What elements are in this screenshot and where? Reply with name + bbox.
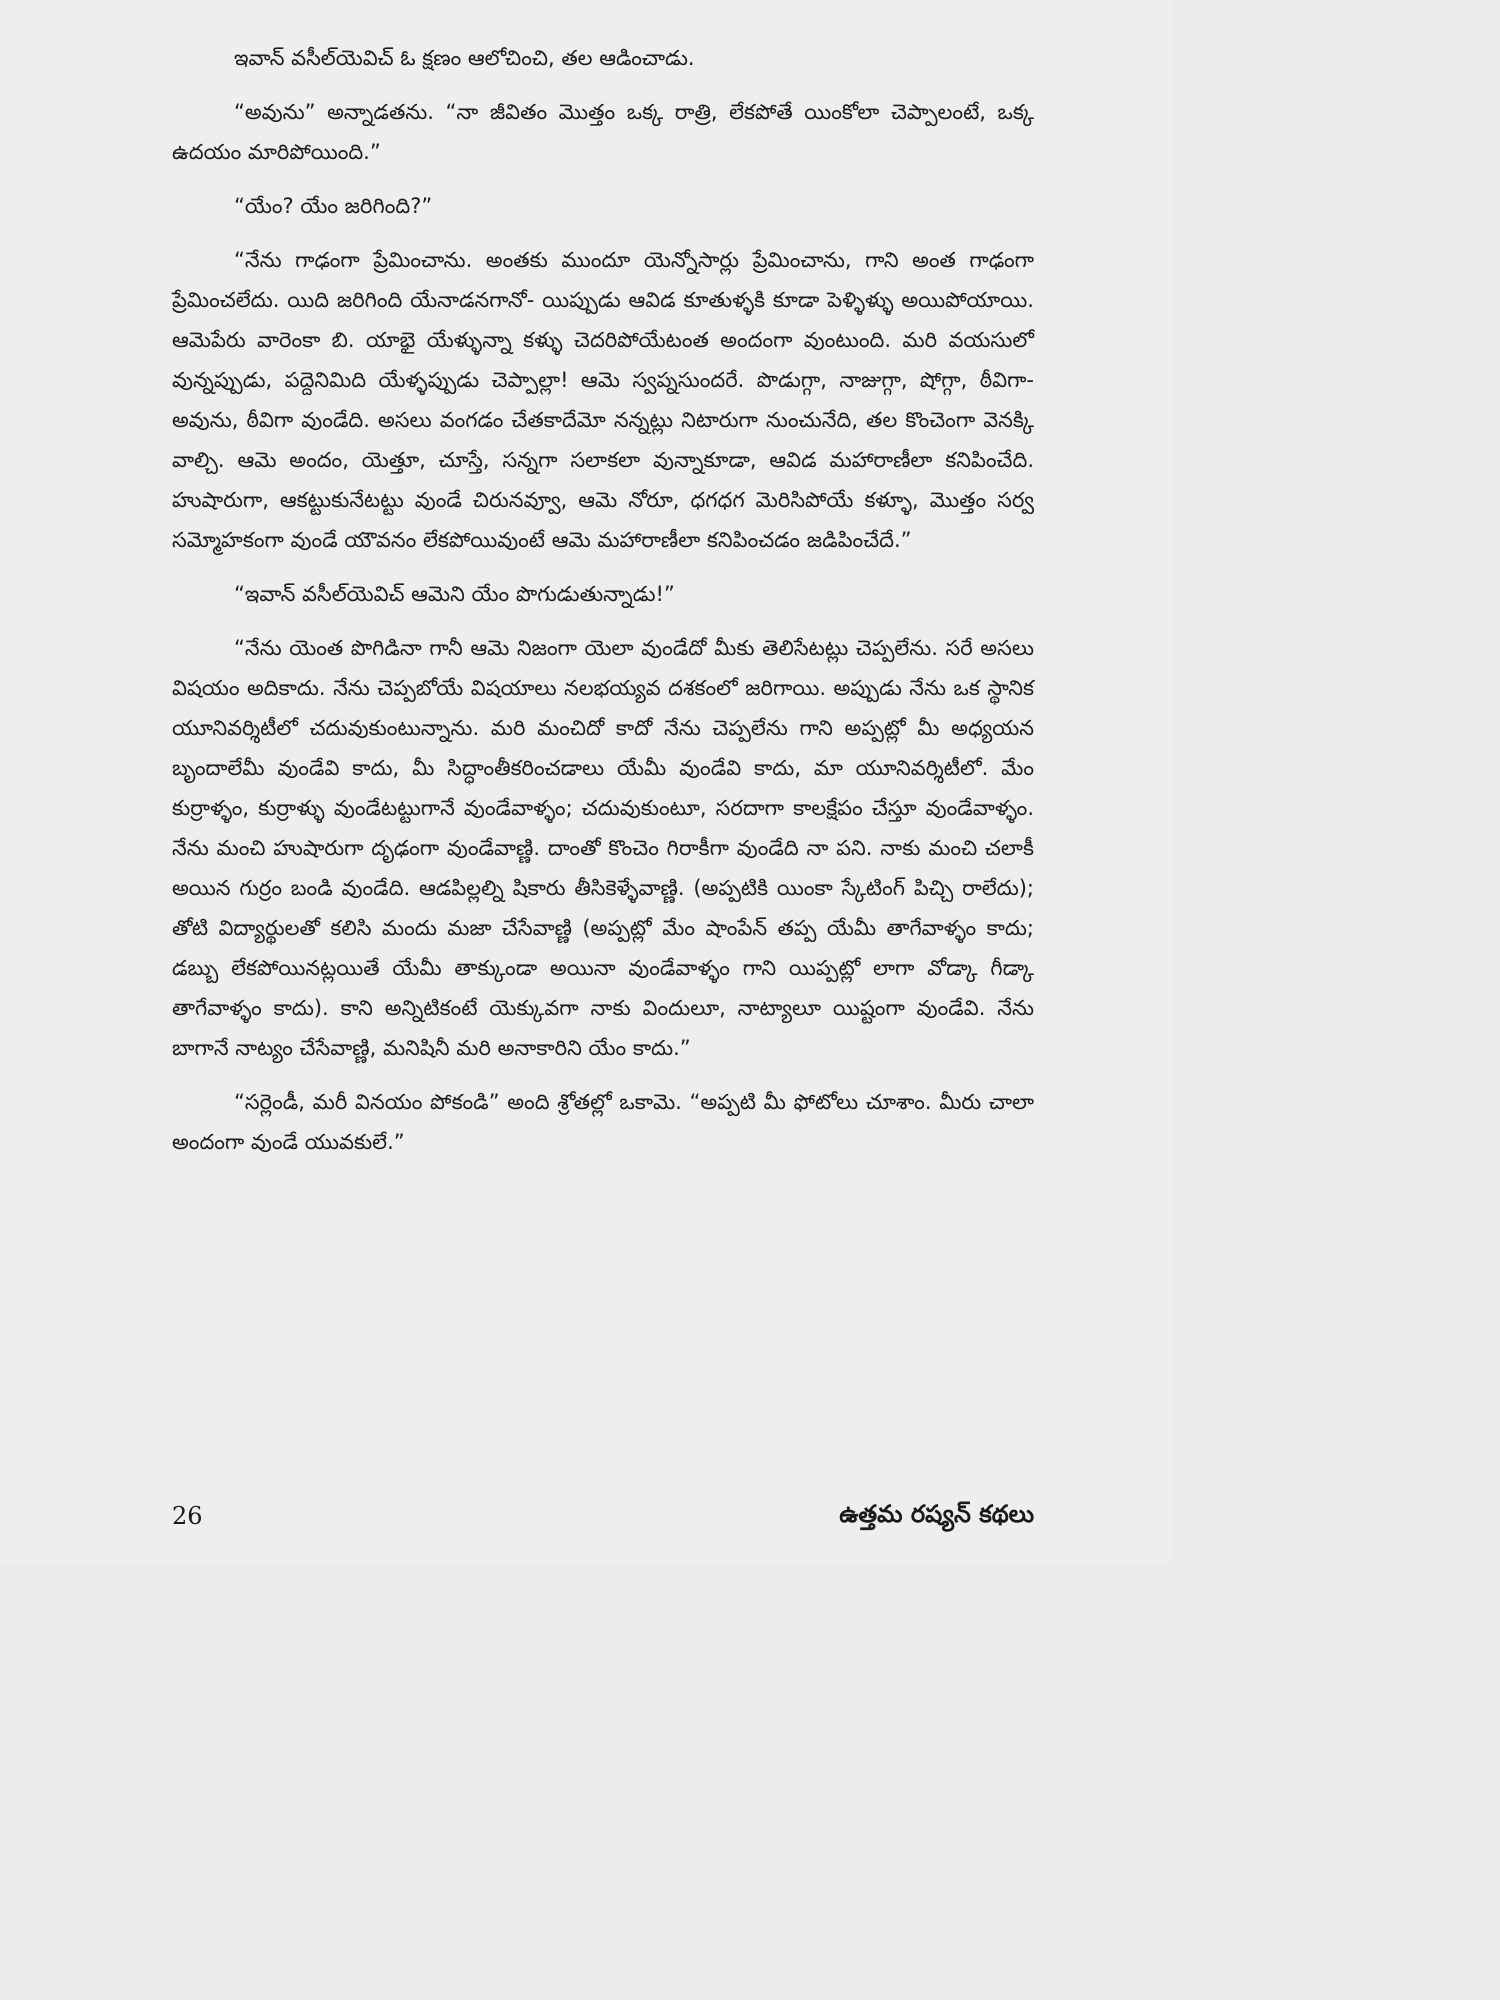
paragraph: “నేను యెంత పొగిడినా గానీ ఆమె నిజంగా యెలా వుండేదో మీకు తెలిసేటట్లు చెప్పలేను. సరే అసలు విషయం అదికాదు. నేను చెప్పబోయే విషయాలు నలభయ్యవ దశకంలో జరిగాయి. అప్పుడు నేను ఒక స్థానిక యూనివర్శిటీలో చదువుకుంటున్నాను. మరి మంచిదో కాదో నేను చెప్పలేను గాని అప్పట్లో మీ అధ్యయన బృందాలేమీ వుండేవి కాదు, మీ సిద్ధాంతీకరించడాలు యేమీ వుండేవి కాదు, మా యూనివర్శిటీలో. మేం కుర్రాళ్ళం, కుర్రాళ్ళు వుండేటట్టుగానే వుండేవాళ్ళం; చదువుకుంటూ, సరదాగా కాలక్షేపం చేస్తూ వుండేవాళ్ళం. నేను మంచి హుషారుగా దృఢంగా వుండేవాణ్ణి. దాంతో కొంచెం గిరాకీగా వుండేది నా పని. నాకు మంచి చలాకీ అయిన గుర్రం బండి వుండేది. ఆడపిల్లల్ని షికారు తీసికెళ్ళేవాణ్ణి. (అప్పటికి యింకా స్కేటింగ్ పిచ్చి రాలేదు); తోటి విద్యార్థులతో కలిసి మందు మజా చేసేవాణ్ణి (అప్పట్లో మేం షాంపేన్ తప్ప యేమీ తాగేవాళ్ళం కాదు; డబ్బు లేకపోయినట్లయితే యేమీ తాక్కుండా అయినా వుండేవాళ్ళం గాని యిప్పట్లో లాగా వోడ్కా గీడ్కా తాగేవాళ్ళం కాదు). కాని అన్నిటికంటే యెక్కువగా నాకు విందులూ, నాట్యాలూ యిష్టంగా వుండేవి. నేను బాగానే నాట్యం చేసేవాణ్ణి, మనిషినీ మరి అనాకారిని యేం కాదు.”	[172, 636, 1034, 1060]
body-text	[172, 38, 1034, 1162]
book-title: ఉత్తమ రష్యన్ కథలు	[839, 1500, 1034, 1528]
paragraph: ఇవాన్ వసీల్‌యెవిచ్ ఓ క్షణం ఆలోచించి, తల ఆడించాడు.	[234, 46, 695, 70]
page-number: 26	[172, 1502, 203, 1530]
page-footer	[172, 1500, 1034, 1544]
paragraph: “ఇవాన్ వసీల్‌యెవిచ్ ఆమెని యేం పొగుడుతున్నాడు!”	[234, 582, 675, 606]
paragraph: “అవును” అన్నాడతను. “నా జీవితం మొత్తం ఒక్క రాత్రి, లేకపోతే యింకోలా చెప్పాలంటే, ఒక్క ఉదయం మారిపోయింది.”	[172, 100, 1034, 164]
paragraph: “యేం? యేం జరిగింది?”	[234, 194, 433, 218]
paragraph: “సర్లెండీ, మరీ వినయం పోకండి” అంది శ్రోతల్లో ఒకామె. “అప్పటి మీ ఫోటోలు చూశాం. మీరు చాలా అందంగా వుండే యువకులే.”	[172, 1090, 1034, 1154]
paragraph: “నేను గాఢంగా ప్రేమించాను. అంతకు ముందూ యెన్నోసార్లు ప్రేమించాను, గాని అంత గాఢంగా ప్రేమించలేదు. యిది జరిగింది యేనాడనగానో- యిప్పుడు ఆవిడ కూతుళ్ళకి కూడా పెళ్ళిళ్ళు అయిపోయాయి. ఆమెపేరు వారెంకా బి. యాభై యేళ్ళున్నా కళ్ళు చెదరిపోయేటంత అందంగా వుంటుంది. మరి వయసులో వున్నప్పుడు, పద్దెనిమిది యేళ్ళప్పుడు చెప్పాల్లా! ఆమె స్వప్నసుందరే. పొడుగ్గా, నాజుగ్గా, షోగ్గా, ఠీవిగా- అవును, ఠీవిగా వుండేది. అసలు వంగడం చేతకాదేమో నన్నట్లు నిటారుగా నుంచునేది, తల కొంచెంగా వెనక్కి వాల్చి. ఆమె అందం, యెత్తూ, చూస్తే, సన్నగా సలాకలా వున్నాకూడా, ఆవిడ మహారాణీలా కనిపించేది. హుషారుగా, ఆకట్టుకునేటట్టు వుండే చిరునవ్వూ, ఆమె నోరూ, ధగధగ మెరిసిపోయే కళ్ళూ, మొత్తం సర్వ సమ్మోహకంగా వుండే యౌవనం లేకపోయివుంటే ఆమె మహారాణీలా కనిపించడం జడిపించేదే.”	[172, 248, 1034, 552]
